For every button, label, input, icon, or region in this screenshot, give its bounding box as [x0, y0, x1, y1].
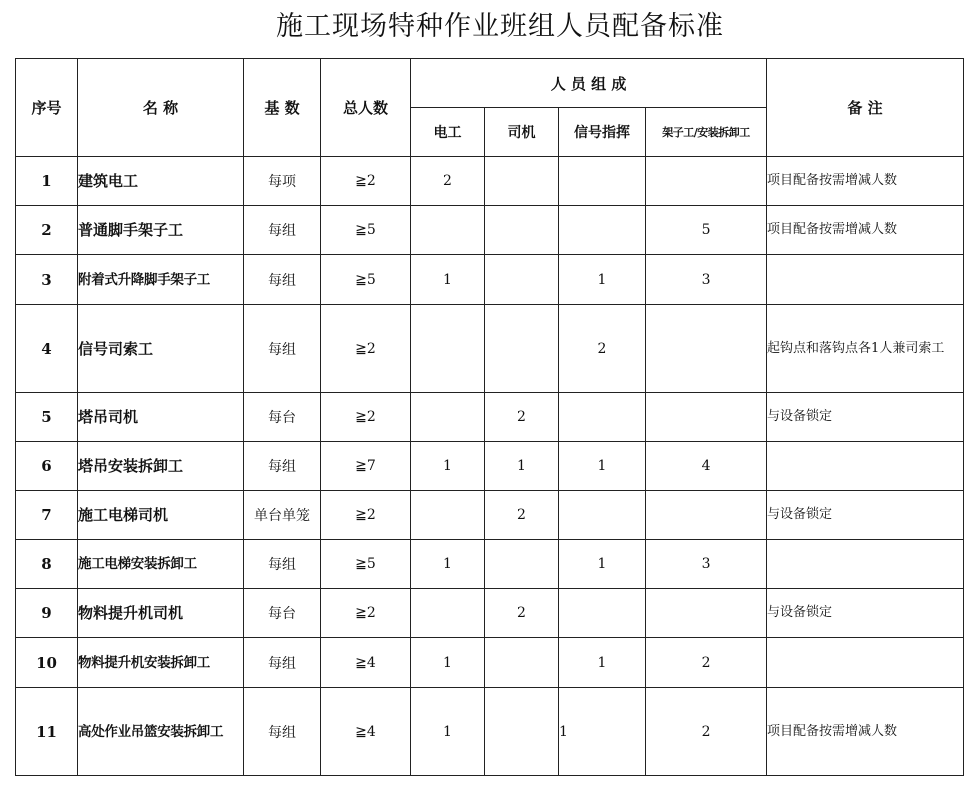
row-rigger	[646, 157, 767, 206]
row-driver	[485, 688, 559, 776]
row-rigger	[646, 589, 767, 638]
row-name: 建筑电工	[78, 157, 244, 206]
header-base: 基 数	[244, 59, 321, 157]
row-total: ≧2	[321, 491, 411, 540]
row-signal: 1	[559, 442, 646, 491]
row-total: ≧5	[321, 206, 411, 255]
row-base: 每组	[244, 255, 321, 305]
table-row	[16, 442, 964, 491]
row-total: ≧5	[321, 255, 411, 305]
table-row	[16, 491, 964, 540]
row-base: 每台	[244, 393, 321, 442]
row-driver	[485, 157, 559, 206]
row-index: 3	[16, 255, 78, 305]
row-electrician	[411, 589, 485, 638]
row-note: 项目配备按需增减人数	[767, 206, 964, 255]
row-note	[767, 255, 964, 305]
row-base: 每组	[244, 305, 321, 393]
row-total: ≧2	[321, 305, 411, 393]
row-name: 物料提升机司机	[78, 589, 244, 638]
row-index: 7	[16, 491, 78, 540]
table-row	[16, 157, 964, 206]
header-name: 名 称	[78, 59, 244, 157]
row-driver	[485, 305, 559, 393]
row-base: 每组	[244, 540, 321, 589]
row-note: 起钩点和落钩点各1人兼司索工	[767, 305, 964, 393]
row-index: 1	[16, 157, 78, 206]
row-note: 与设备锁定	[767, 393, 964, 442]
header-signal: 信号指挥	[559, 108, 646, 157]
row-rigger: 5	[646, 206, 767, 255]
row-base: 每组	[244, 206, 321, 255]
header-composition: 人 员 组 成	[411, 59, 767, 108]
row-index: 8	[16, 540, 78, 589]
row-note: 项目配备按需增减人数	[767, 157, 964, 206]
row-base: 每组	[244, 442, 321, 491]
document-title: 施工现场特种作业班组人员配备标准	[276, 11, 724, 42]
row-name: 物料提升机安装拆卸工	[78, 638, 244, 688]
header-index: 序号	[16, 59, 78, 157]
row-total: ≧2	[321, 589, 411, 638]
row-name: 附着式升降脚手架子工	[78, 255, 244, 305]
row-note	[767, 540, 964, 589]
row-signal: 1	[559, 638, 646, 688]
row-name: 塔吊司机	[78, 393, 244, 442]
row-signal	[559, 393, 646, 442]
row-electrician	[411, 206, 485, 255]
row-electrician: 2	[411, 157, 485, 206]
row-rigger: 2	[646, 688, 767, 776]
row-index: 4	[16, 305, 78, 393]
row-driver: 2	[485, 491, 559, 540]
row-driver	[485, 540, 559, 589]
row-electrician	[411, 393, 485, 442]
row-rigger: 4	[646, 442, 767, 491]
row-name: 塔吊安装拆卸工	[78, 442, 244, 491]
table-row	[16, 540, 964, 589]
row-base: 单台单笼	[244, 491, 321, 540]
row-name: 高处作业吊篮安装拆卸工	[78, 688, 244, 776]
row-rigger	[646, 491, 767, 540]
row-signal: 1	[559, 688, 646, 776]
row-signal: 1	[559, 255, 646, 305]
row-total: ≧4	[321, 688, 411, 776]
row-total: ≧2	[321, 393, 411, 442]
row-base: 每台	[244, 589, 321, 638]
table-row	[16, 206, 964, 255]
row-driver	[485, 206, 559, 255]
staffing-standard-table	[15, 58, 964, 776]
header-note: 备 注	[767, 59, 964, 157]
row-index: 11	[16, 688, 78, 776]
row-name: 信号司索工	[78, 305, 244, 393]
row-electrician: 1	[411, 255, 485, 305]
table-row	[16, 688, 964, 776]
row-name: 施工电梯司机	[78, 491, 244, 540]
header-driver: 司机	[485, 108, 559, 157]
row-name: 普通脚手架子工	[78, 206, 244, 255]
row-electrician	[411, 305, 485, 393]
row-signal	[559, 206, 646, 255]
row-index: 2	[16, 206, 78, 255]
row-rigger: 2	[646, 638, 767, 688]
row-base: 每组	[244, 638, 321, 688]
row-signal	[559, 491, 646, 540]
row-note	[767, 442, 964, 491]
header-electrician: 电工	[411, 108, 485, 157]
row-electrician: 1	[411, 442, 485, 491]
row-rigger	[646, 393, 767, 442]
row-total: ≧5	[321, 540, 411, 589]
row-electrician: 1	[411, 638, 485, 688]
row-note: 项目配备按需增减人数	[767, 688, 964, 776]
table-row	[16, 589, 964, 638]
header-rigger: 架子工/安装拆卸工	[646, 108, 767, 157]
row-index: 6	[16, 442, 78, 491]
row-note: 与设备锁定	[767, 589, 964, 638]
row-index: 10	[16, 638, 78, 688]
row-rigger	[646, 305, 767, 393]
row-signal: 2	[559, 305, 646, 393]
row-driver: 2	[485, 589, 559, 638]
row-electrician: 1	[411, 688, 485, 776]
row-driver: 1	[485, 442, 559, 491]
row-driver: 2	[485, 393, 559, 442]
row-rigger: 3	[646, 540, 767, 589]
row-note: 与设备锁定	[767, 491, 964, 540]
header-total: 总人数	[321, 59, 411, 157]
table-row	[16, 305, 964, 393]
row-electrician: 1	[411, 540, 485, 589]
row-base: 每组	[244, 688, 321, 776]
row-driver	[485, 638, 559, 688]
row-total: ≧7	[321, 442, 411, 491]
row-signal	[559, 157, 646, 206]
row-total: ≧2	[321, 157, 411, 206]
table-row	[16, 255, 964, 305]
row-name: 施工电梯安装拆卸工	[78, 540, 244, 589]
table-row	[16, 393, 964, 442]
row-base: 每项	[244, 157, 321, 206]
row-driver	[485, 255, 559, 305]
table-row	[16, 638, 964, 688]
row-index: 5	[16, 393, 78, 442]
row-signal	[559, 589, 646, 638]
row-total: ≧4	[321, 638, 411, 688]
row-signal: 1	[559, 540, 646, 589]
row-index: 9	[16, 589, 78, 638]
row-note	[767, 638, 964, 688]
row-rigger: 3	[646, 255, 767, 305]
row-electrician	[411, 491, 485, 540]
